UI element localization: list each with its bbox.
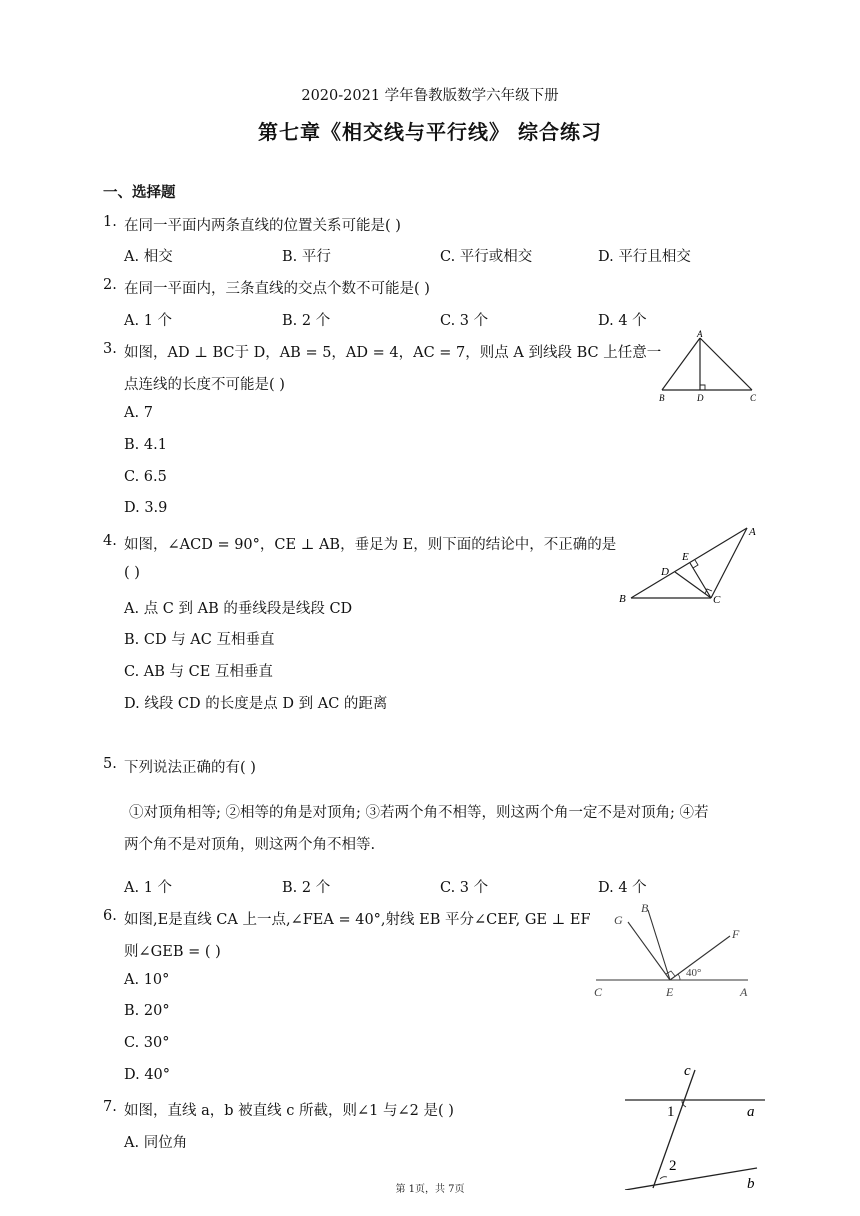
- question-number: 7.: [103, 1099, 117, 1115]
- option-b: B. CD 与 AC 互相垂直: [124, 632, 275, 648]
- label-c: c: [684, 1063, 691, 1079]
- question-stem: 如图，直线 a，b 被直线 c 所截，则∠1 与∠2 是( ): [124, 1103, 454, 1119]
- question-number: 5.: [103, 756, 117, 772]
- question-stem-line-1: 如图，AD ⊥ BC于 D，AB = 5，AD = 4，AC = 7，则点 A 到线段 BC 上任意一: [124, 345, 662, 361]
- label-angle-40: 40°: [686, 967, 702, 979]
- option-d: D. 平行且相交: [598, 249, 691, 265]
- option-c: C. 3 个: [440, 313, 489, 329]
- label-A: A: [740, 985, 748, 999]
- option-d: D. 4 个: [598, 880, 647, 896]
- option-c: C. 30°: [124, 1035, 170, 1051]
- option-a: A. 10°: [124, 972, 170, 988]
- question-number: 1.: [103, 214, 117, 230]
- option-b: B. 20°: [124, 1003, 170, 1019]
- label-A: A: [697, 329, 703, 339]
- question-stem-line-2: 则∠GEB = ( ): [124, 944, 221, 960]
- option-a: A. 7: [124, 405, 153, 421]
- section-heading: 一、选择题: [103, 184, 176, 201]
- option-b: B. 2 个: [282, 880, 331, 896]
- option-a: A. 同位角: [124, 1135, 188, 1151]
- question-number: 6.: [103, 908, 117, 924]
- question-stem-line-1: 如图，∠ACD = 90°，CE ⊥ AB，垂足为 E，则下面的结论中，不正确的是: [124, 537, 617, 553]
- option-d: D. 3.9: [124, 500, 168, 516]
- question-stem: 在同一平面内，三条直线的交点个数不可能是( ): [124, 281, 430, 297]
- label-angle-2: 2: [669, 1158, 677, 1174]
- label-F: F: [732, 927, 740, 941]
- statement-line-2: 两个角不是对顶角，则这两个角不相等.: [124, 837, 376, 853]
- angle-bisector-figure: [588, 900, 758, 1000]
- question-stem: 在同一平面内两条直线的位置关系可能是( ): [124, 218, 401, 234]
- statement-line-1: ①对顶角相等; ②相等的角是对顶角; ③若两个角不相等，则这两个角一定不是对顶角; ④若: [129, 805, 709, 821]
- label-A: A: [749, 526, 756, 538]
- label-E: E: [682, 551, 689, 563]
- option-d: D. 4 个: [598, 313, 647, 329]
- option-a: A. 1 个: [124, 880, 173, 896]
- question-stem: 下列说法正确的有( ): [124, 760, 256, 776]
- option-c: C. AB 与 CE 互相垂直: [124, 664, 273, 680]
- option-c: C. 6.5: [124, 469, 167, 485]
- triangle-perpendicular-figure: [615, 518, 765, 610]
- label-C: C: [713, 594, 721, 606]
- label-D: D: [661, 566, 669, 578]
- label-B: B: [619, 593, 626, 605]
- label-a: a: [747, 1104, 755, 1120]
- transversal-figure: [615, 1062, 775, 1190]
- option-d: D. 线段 CD 的长度是点 D 到 AC 的距离: [124, 696, 388, 712]
- label-angle-1: 1: [667, 1104, 675, 1120]
- option-c: C. 平行或相交: [440, 249, 533, 265]
- label-B: B: [641, 901, 649, 915]
- option-a: A. 1 个: [124, 313, 173, 329]
- question-number: 4.: [103, 533, 117, 549]
- triangle-figure: [650, 328, 765, 408]
- page-footer: 第 1页，共 7页: [395, 1184, 465, 1195]
- label-B: B: [659, 393, 665, 403]
- question-stem-line-2: ( ): [124, 565, 140, 581]
- option-a: A. 相交: [124, 249, 173, 265]
- label-C: C: [594, 985, 603, 999]
- option-a: A. 点 C 到 AB 的垂线段是线段 CD: [124, 601, 353, 617]
- label-D: D: [697, 393, 704, 403]
- option-b: B. 2 个: [282, 313, 331, 329]
- question-number: 3.: [103, 341, 117, 357]
- option-d: D. 40°: [124, 1067, 171, 1083]
- label-C: C: [750, 393, 757, 403]
- question-stem-line-2: 点连线的长度不可能是( ): [124, 377, 285, 393]
- label-G: G: [614, 913, 623, 927]
- document-title: 第七章《相交线与平行线》 综合练习: [258, 120, 602, 144]
- option-b: B. 平行: [282, 249, 331, 265]
- option-c: C. 3 个: [440, 880, 489, 896]
- option-b: B. 4.1: [124, 437, 167, 453]
- document-subtitle: 2020-2021 学年鲁教版数学六年级下册: [301, 88, 559, 104]
- question-stem-line-1: 如图,E是直线 CA 上一点,∠FEA = 40°,射线 EB 平分∠CEF, GE ⊥ EF: [124, 912, 591, 928]
- label-b: b: [747, 1176, 755, 1190]
- label-E: E: [666, 985, 674, 999]
- question-number: 2.: [103, 277, 117, 293]
